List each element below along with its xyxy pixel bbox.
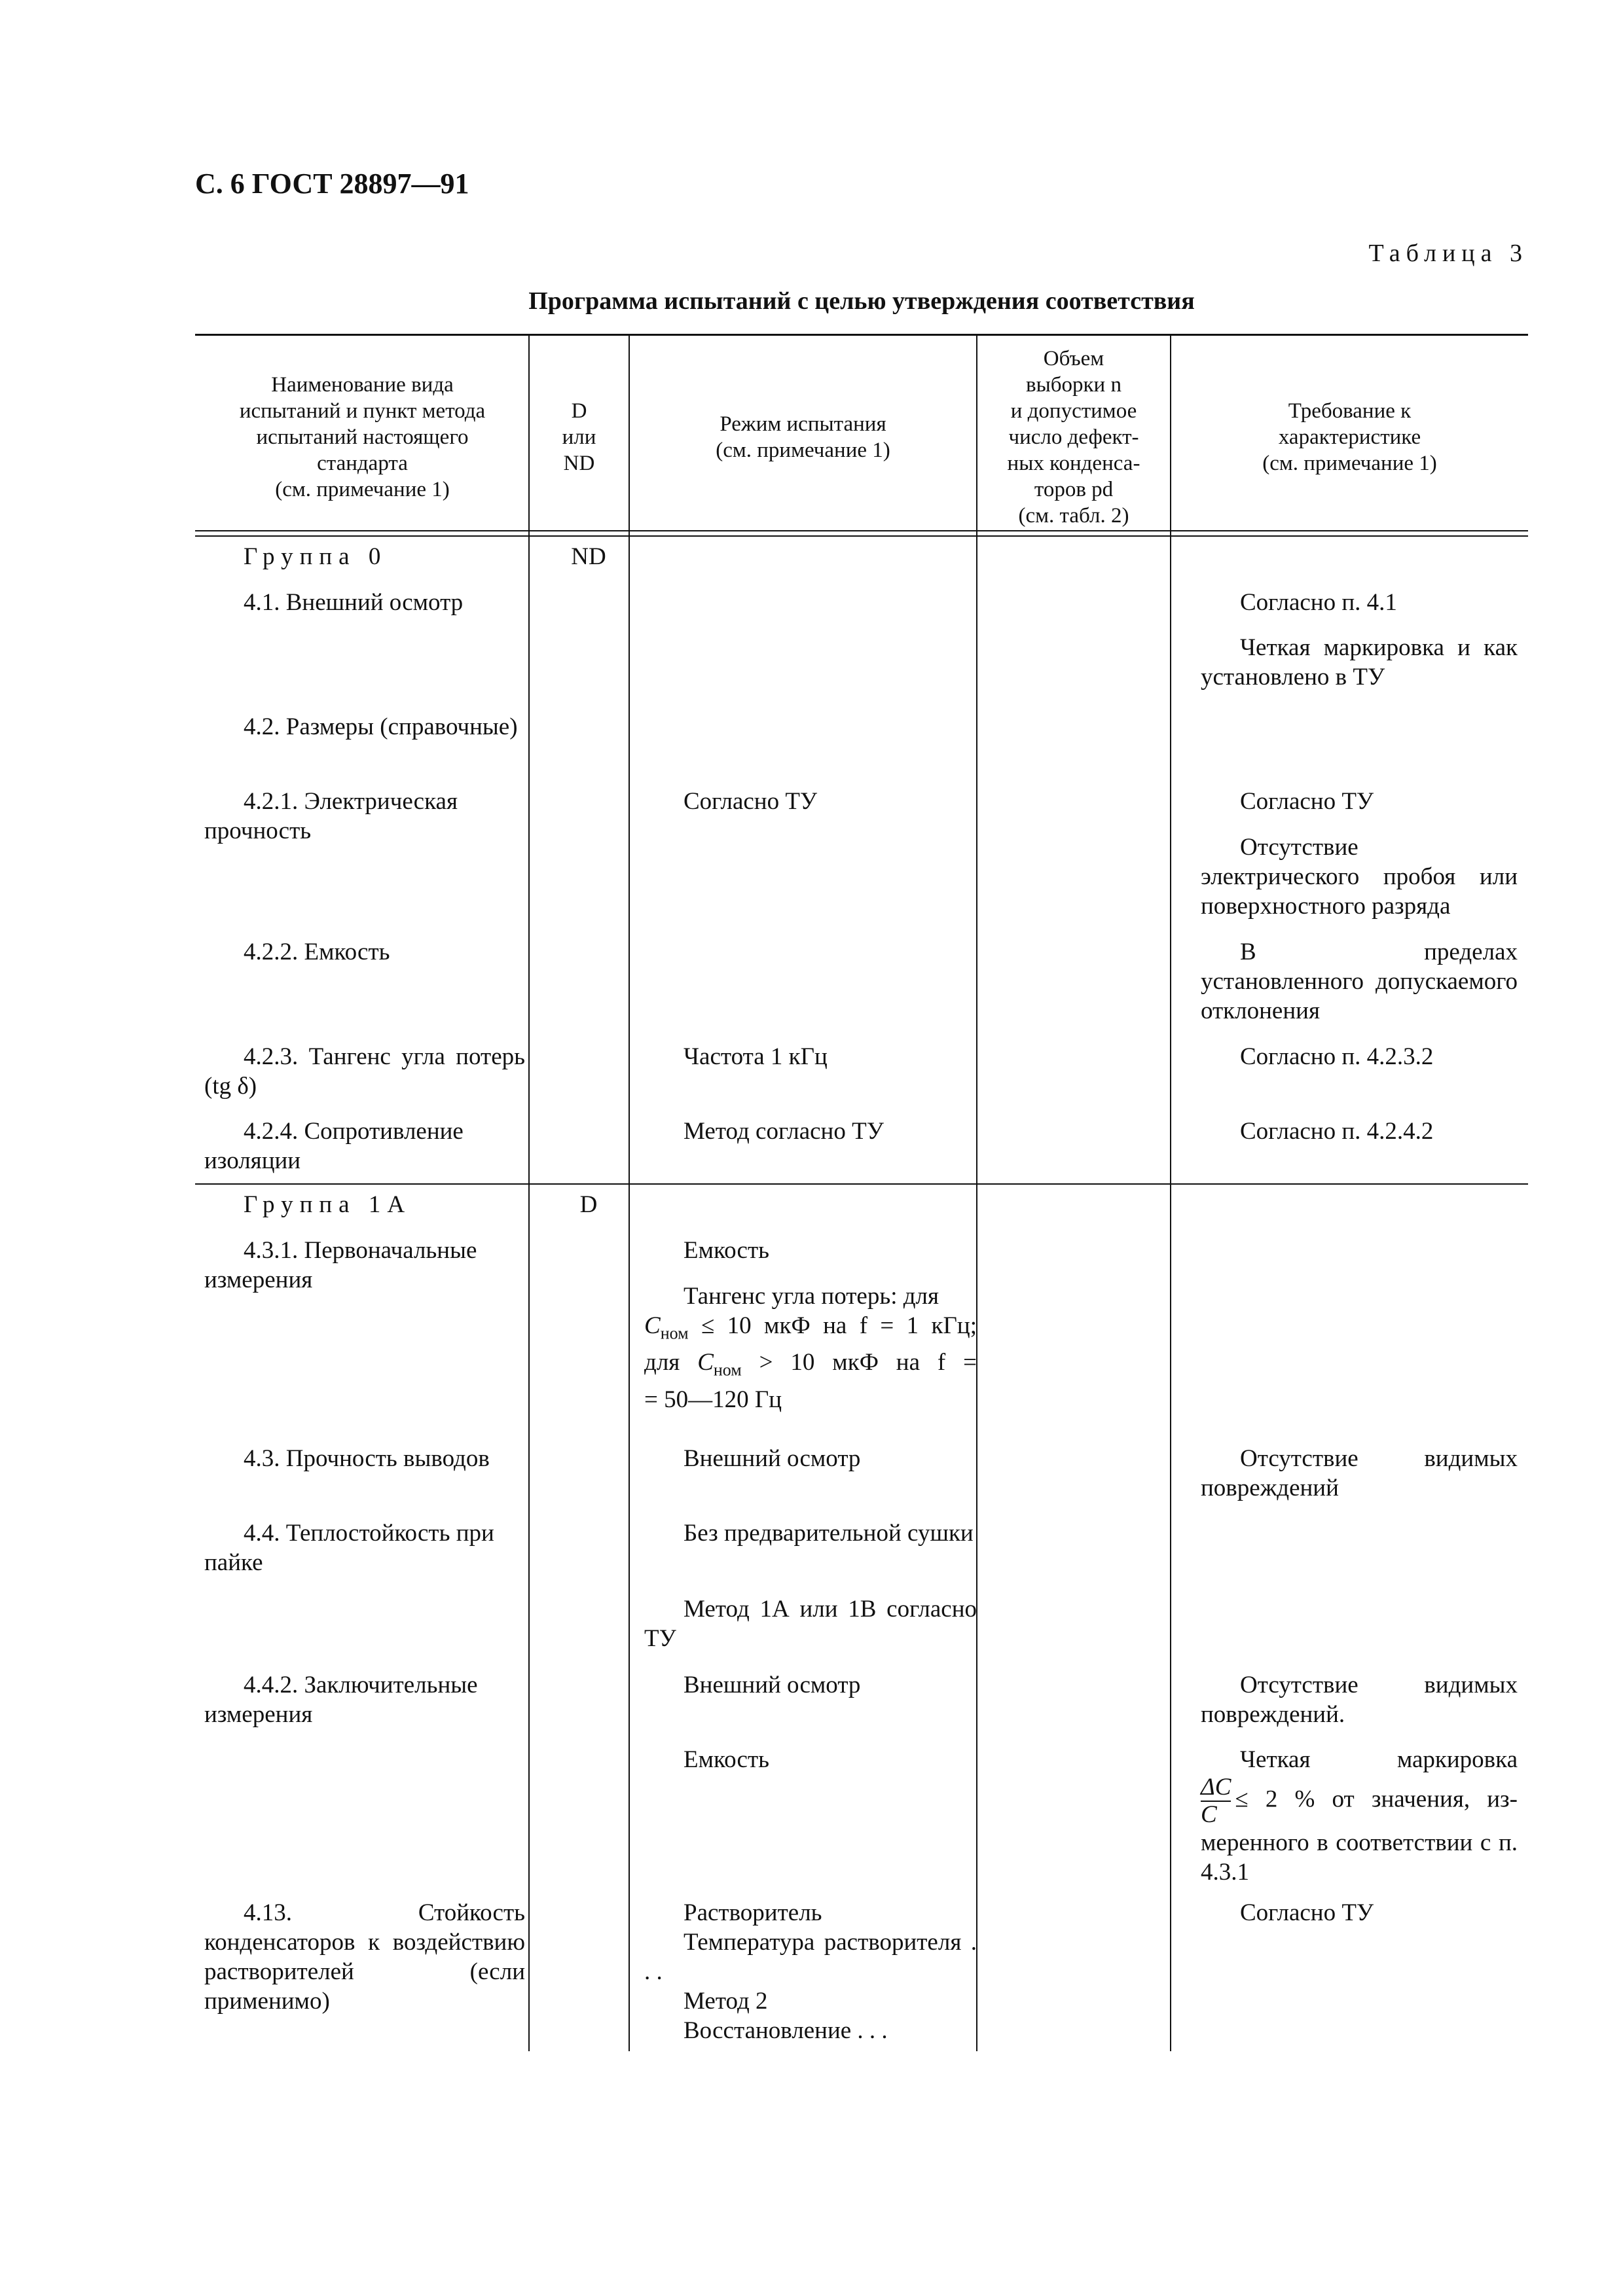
tangent-line-2 — [644, 1311, 977, 1348]
row-4-2-1-req: Согласно ТУ — [1240, 788, 1374, 815]
group-1a-label: Группа 1А — [244, 1191, 412, 1218]
row-4-4-name: 4.4. Теплостойкость при пайке — [204, 1520, 494, 1576]
tangent-line-4: = 50—120 Гц — [644, 1386, 782, 1413]
col-header-line: (см. примечание 1) — [275, 478, 450, 501]
header-double-rule-bottom — [195, 535, 1528, 537]
row-4-1-req: Согласно п. 4.1 — [1240, 589, 1397, 616]
row-4-1-req-marking: Четкая маркировка и как установлено в ТУ — [1201, 634, 1518, 691]
group-1a-dnd: D — [579, 1191, 598, 1218]
delta-c-fraction — [1201, 1774, 1231, 1828]
col-header-sample-size — [977, 339, 1170, 535]
col-header-line: испытаний настоящего — [256, 425, 469, 449]
page-header: С. 6 ГОСТ 28897—91 — [195, 168, 469, 200]
col-header-d-nd — [530, 339, 629, 535]
group-separator-rule — [195, 1183, 1528, 1185]
tangent-line-2-text: ≤ 10 мкФ на f = 1 кГц; — [701, 1312, 977, 1339]
col-header-line: или — [562, 425, 596, 449]
col-header-line: D — [571, 399, 587, 423]
c-nom-subscript-2: ном — [713, 1360, 742, 1380]
row-4-2-1-name: 4.2.1. Электрическая прочность — [204, 788, 458, 844]
c-nom-subscript: ном — [660, 1323, 689, 1343]
row-4-4-mode-no-drying: Без предварительной сушки — [684, 1520, 974, 1547]
row-4-2-3-req: Согласно п. 4.2.3.2 — [1240, 1043, 1434, 1070]
row-4-4-2-req-capacitance — [1201, 1745, 1518, 1887]
row-4-2-1-mode: Согласно ТУ — [684, 788, 818, 815]
col-header-test-name — [196, 339, 528, 535]
fraction-numerator: ΔC — [1201, 1774, 1231, 1801]
col-divider-1 — [528, 334, 530, 2051]
col-header-requirement — [1171, 339, 1528, 535]
solvent-line: Растворитель — [684, 1899, 822, 1926]
group-0-label: Группа 0 — [244, 543, 388, 570]
table-top-rule — [195, 334, 1528, 336]
col-divider-4 — [1170, 334, 1171, 2051]
col-header-test-mode — [630, 339, 976, 535]
c-nom-symbol-2: C — [697, 1349, 714, 1376]
col-header-line: ных конденса- — [1007, 452, 1140, 475]
req-measured-text: меренного в соответствии с п. 4.3.1 — [1201, 1829, 1518, 1886]
row-4-3-1-name: 4.3.1. Первоначальные измерения — [204, 1237, 477, 1293]
row-4-2-name: 4.2. Размеры (справочные) — [244, 713, 518, 740]
col-header-line: Наименование вида — [271, 373, 454, 397]
row-4-3-1-mode-capacitance: Емкость — [684, 1237, 769, 1264]
row-4-4-2-name: 4.4.2. Заключительные измерения — [204, 1672, 478, 1728]
req-marking-line: Четкая маркировка — [1240, 1746, 1518, 1773]
row-4-1-name: 4.1. Внешний осмотр — [244, 589, 464, 616]
tangent-line-3-prefix: для — [644, 1349, 680, 1376]
row-4-2-4-mode: Метод согласно ТУ — [684, 1118, 884, 1145]
solvent-temperature-line: Температура растворителя . . . — [644, 1929, 977, 1985]
row-4-2-1-req-detail: Отсутствие электрического пробоя или поверхностного разряда — [1201, 834, 1518, 920]
req-percent-text: ≤ 2 % от значения, из- — [1235, 1785, 1518, 1813]
col-header-line: стандарта — [317, 452, 408, 475]
row-4-13-name: 4.13. Стойкость конденсаторов к воздействию растворителей (если применимо) — [204, 1899, 525, 2015]
col-header-line: ND — [563, 452, 595, 475]
row-4-4-2-mode-visual: Внешний осмотр — [684, 1672, 861, 1698]
row-4-4-mode-method: Метод 1А или 1В согласно ТУ — [644, 1596, 977, 1652]
tangent-line-1: Тангенс угла потерь: для — [684, 1283, 939, 1310]
row-4-13-mode — [644, 1898, 977, 2045]
row-4-2-4-req: Согласно п. 4.2.4.2 — [1240, 1118, 1434, 1145]
col-header-line: Объем — [1043, 347, 1104, 370]
table-label: Таблица 3 — [1368, 240, 1528, 267]
c-nom-symbol: C — [644, 1312, 661, 1339]
col-header-line: (см. примечание 1) — [716, 439, 890, 462]
row-4-13-req: Согласно ТУ — [1240, 1899, 1374, 1926]
method-line: Метод 2 — [684, 1988, 768, 2015]
col-header-line: число дефект- — [1008, 425, 1139, 449]
recovery-line: Восстановление . . . — [684, 2017, 888, 2044]
col-header-line: (см. примечание 1) — [1262, 452, 1437, 475]
col-header-line: и допустимое — [1010, 399, 1137, 423]
row-4-4-2-req-damage: Отсутствие видимых повреждений. — [1201, 1672, 1518, 1728]
col-header-line: Требование к — [1288, 399, 1412, 423]
group-0-dnd: ND — [571, 543, 606, 570]
col-header-line: (см. табл. 2) — [1018, 504, 1129, 528]
row-4-2-3-name: 4.2.3. Тангенс угла потерь (tg δ) — [204, 1043, 525, 1100]
col-header-line: выборки n — [1025, 373, 1122, 397]
table-title: Программа испытаний с целью утверждения соответствия — [528, 287, 1195, 315]
row-4-3-mode: Внешний осмотр — [684, 1445, 861, 1472]
req-fraction-line — [1201, 1774, 1518, 1828]
fraction-denominator: C — [1201, 1801, 1217, 1828]
tangent-line-3-text: > 10 мкФ на f = — [759, 1349, 977, 1376]
col-divider-3 — [976, 334, 977, 2051]
row-4-3-1-mode-tangent — [644, 1282, 977, 1414]
col-header-line: испытаний и пункт метода — [239, 399, 486, 423]
row-4-2-3-mode: Частота 1 кГц — [684, 1043, 828, 1070]
col-header-line: торов pd — [1034, 478, 1114, 501]
row-4-2-4-name: 4.2.4. Сопротивление изоляции — [204, 1118, 464, 1174]
row-4-3-req: Отсутствие видимых повреждений — [1201, 1445, 1518, 1501]
row-4-3-name: 4.3. Прочность выводов — [244, 1445, 490, 1472]
row-4-2-2-req: В пределах установленного допускаемого отклонения — [1201, 939, 1518, 1024]
col-header-line: характеристике — [1278, 425, 1421, 449]
tangent-line-3 — [644, 1348, 977, 1384]
row-4-4-2-mode-capacitance: Емкость — [684, 1746, 769, 1773]
row-4-2-2-name: 4.2.2. Емкость — [244, 939, 390, 965]
col-header-line: Режим испытания — [720, 412, 886, 436]
